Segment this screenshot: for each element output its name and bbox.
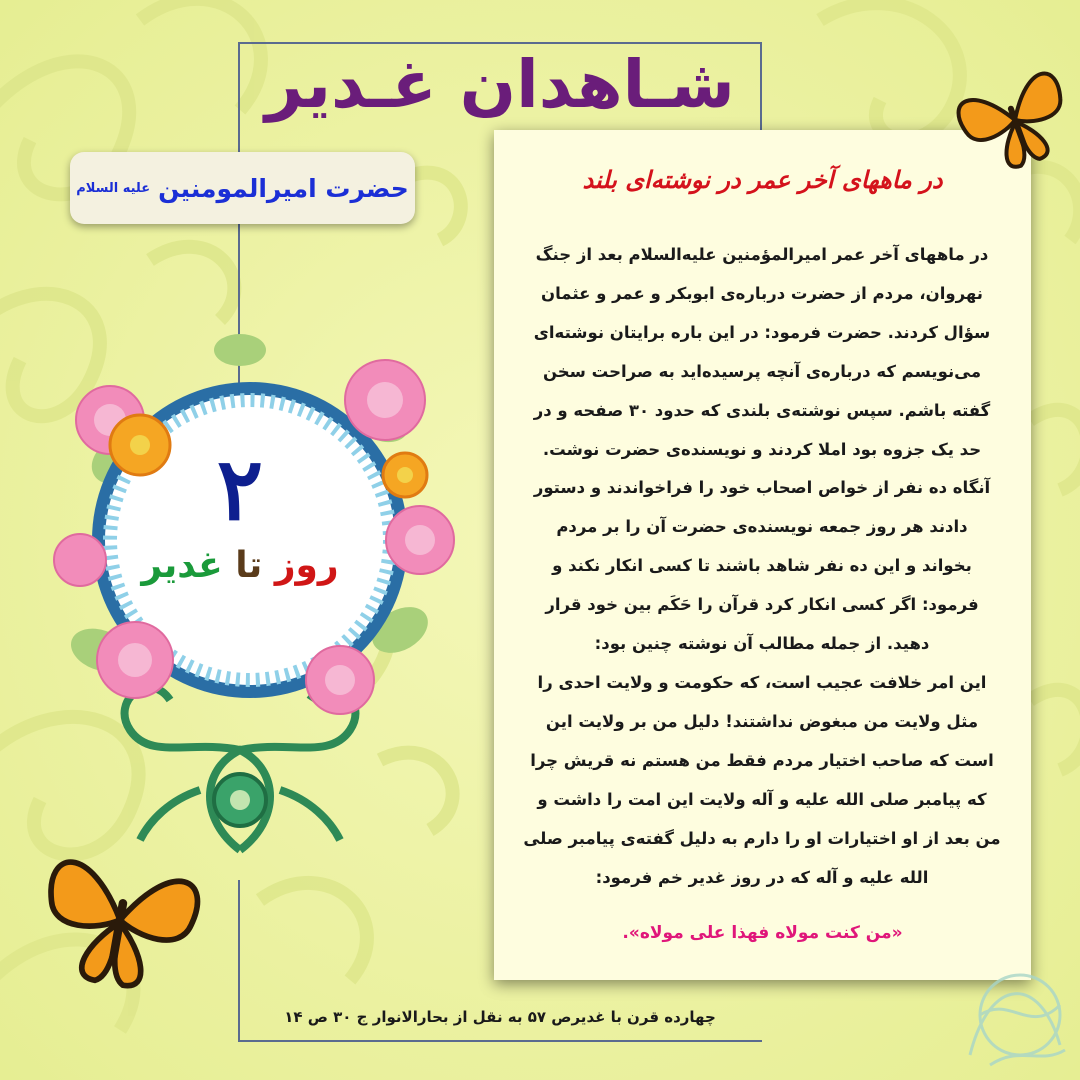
quote-line: «من کنت مولاه فهذا علی مولاه». (622, 923, 903, 943)
countdown-label (120, 545, 360, 586)
panel-line: الله علیه و آله که در روز غدیر خم فرمود: (595, 867, 929, 887)
calligraphy-watermark-icon (960, 955, 1075, 1075)
panel-line: سؤال کردند. حضرت فرمود: در این باره برایتان نوشته‌ای (533, 322, 991, 342)
page-title: شـاهدان غـدیر (265, 46, 735, 123)
panel-line: این امر خلافت عجیب است، که حکومت و ولایت احدی را (537, 672, 987, 692)
panel-line: که پیامبر صلی الله علیه و آله ولایت این امت را داشت و (537, 789, 987, 809)
panel-line: در ماههای آخر عمر امیرالمؤمنین علیه‌السلام بعد از جنگ (535, 245, 989, 264)
panel-line: نهروان، مردم از حضرت درباره‌ی ابوبکر و عمر و عثمان (541, 283, 983, 303)
panel-line: مثل ولایت من مبغوض نداشتند! دلیل من بر ولایت این (545, 711, 979, 731)
panel-line: بخواند و این ده نفر شاهد باشند تا کسی انکار نکند و (552, 556, 972, 576)
countdown-word-day: روز (274, 545, 339, 586)
panel-line: گفته باشم. سپس نوشته‌ی بلندی که حدود ۳۰ صفحه و در (533, 400, 991, 420)
subtitle-main: حضرت امیرالمومنین (158, 173, 409, 203)
panel-heading: در ماههای آخر عمر در نوشته‌ای بلند (582, 165, 943, 194)
panel-line: دهید. از جمله مطالب آن نوشته چنین بود: (594, 634, 930, 654)
countdown-word-ghadir: غدیر (141, 545, 223, 586)
panel-line: دادند هر روز جمعه نویسنده‌ی حضرت آن را بر مردم (556, 517, 968, 537)
frame-line-bottom (238, 1040, 762, 1042)
panel-line: است که صاحب اختیار مردم فقط من هستم نه قریش چرا (530, 750, 994, 770)
subtitle-suffix: علیه السلام (76, 180, 151, 196)
countdown-word-until: تا (235, 545, 263, 586)
panel-line: می‌نویسم که درباره‌ی آنچه پرسیده‌اید به صراحت سخن (542, 361, 982, 381)
frame-line-right (760, 42, 762, 132)
butterfly-icon (30, 835, 210, 1005)
panel-line: من بعد از او اختیارات او را دارم به دلیل گفته‌ی پیامبر صلی (523, 828, 1001, 848)
butterfly-icon (955, 60, 1075, 180)
panel-body (512, 236, 1012, 897)
frame-line-left-lower (238, 880, 240, 1040)
source-citation: چهارده قرن با غدیرص ۵۷ به نقل از بحارالانوار ج ۳۰ ص ۱۴ (284, 1008, 716, 1026)
countdown-number: ۲ (216, 439, 264, 540)
panel-line: آنگاه ده نفر از خواص اصحاب خود را فراخواندند و دستور (533, 478, 991, 498)
panel-line: فرمود: اگر کسی انکار کرد قرآن را حَکَم بین خود قرار (545, 595, 979, 615)
panel-line: حد یک جزوه بود املا کردند و نویسنده‌ی حضرت نوشت. (542, 439, 982, 459)
subtitle-box (70, 152, 415, 224)
